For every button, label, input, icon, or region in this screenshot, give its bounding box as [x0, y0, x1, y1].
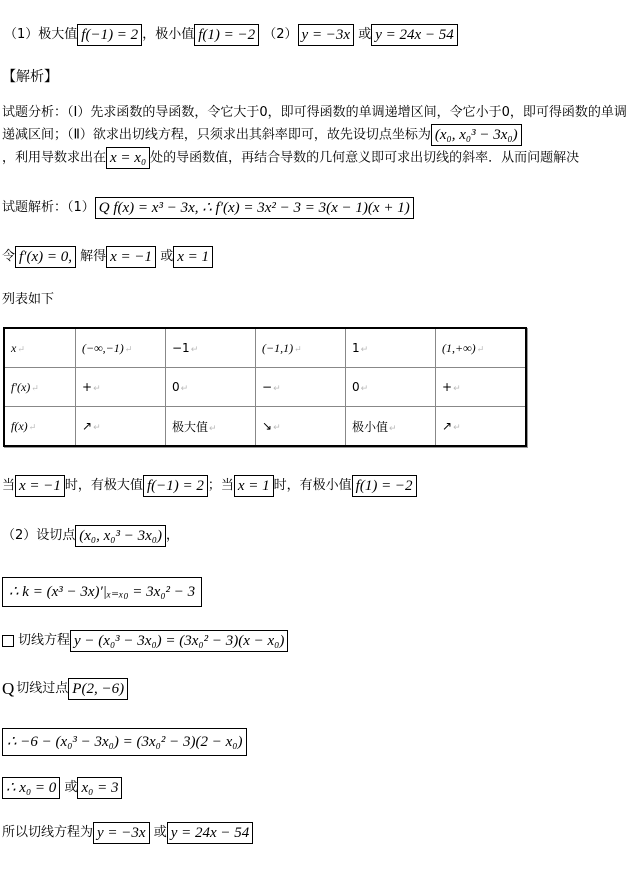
answer-tangent-1: y = −3x	[298, 24, 355, 46]
substitution-equation: ∴ −6 − (x₀³ − 3x₀) = (3x₀² − 3)(2 − x₀)	[2, 728, 247, 756]
answer-part2-label: （2）	[263, 27, 298, 42]
conclusion-text: 时，有极大值	[64, 478, 143, 493]
set-derivative-zero: f′(x) = 0,	[15, 246, 76, 268]
conclusion-text: ；当	[207, 478, 234, 493]
through-label: 切线过点	[16, 681, 69, 696]
table-cell: 极小值↵	[346, 407, 436, 447]
table-cell: f′(x)↵	[4, 368, 76, 407]
table-cell: f(x)↵	[4, 407, 76, 447]
root-or: 或	[160, 249, 174, 264]
final-tangent-2: y = 24x − 54	[167, 822, 254, 844]
conclusion-text: 当	[2, 478, 16, 493]
part2-label: （2）设切点	[2, 528, 76, 543]
final-or: 或	[153, 825, 167, 840]
table-intro: 列表如下	[2, 292, 55, 307]
decreasing-arrow-icon: ↘↵	[256, 407, 346, 447]
solution-line-2	[2, 246, 213, 268]
analysis-at-x0: x = x₀	[106, 147, 150, 169]
table-cell: 1↵	[346, 328, 436, 368]
solution-x0-three: x₀ = 3	[77, 777, 122, 799]
because-symbol-icon	[2, 635, 14, 647]
final-answer-line	[2, 822, 253, 844]
solution-line-1	[2, 197, 414, 219]
root-1: x = −1	[106, 246, 156, 268]
conclusion-max-value: f(−1) = 2	[143, 475, 208, 497]
table-cell: (−∞,−1)↵	[76, 328, 166, 368]
table-cell: 0↵	[166, 368, 256, 407]
slope-formula: ∴ k = (x³ − 3x)′|ₓ₌ₓ₀ = 3x₀² − 3	[2, 577, 202, 607]
table-cell: (−1,1)↵	[256, 328, 346, 368]
answer-tangent-2: y = 24x − 54	[371, 24, 458, 46]
substitution-line	[2, 728, 247, 756]
solutions-or: 或	[64, 780, 78, 795]
through-point-line	[2, 678, 128, 700]
increasing-arrow-icon: ↗↵	[76, 407, 166, 447]
answer-min-formula: f(1) = −2	[194, 24, 259, 46]
answer-part1-label: （1）极大值	[4, 27, 78, 42]
derivative-formula: Q f(x) = x³ − 3x, ∴ f′(x) = 3x² − 3 = 3(x − 1)(x + 1)	[95, 197, 414, 219]
final-tangent-1: y = −3x	[93, 822, 150, 844]
root-2: x = 1	[173, 246, 213, 268]
table-cell: −1↵	[166, 328, 256, 368]
through-point: P(2, −6)	[68, 678, 128, 700]
answer-mid-label: ，极小值	[142, 27, 195, 42]
table-row-function	[4, 407, 526, 447]
table-row-x	[4, 328, 526, 368]
part2-tangent-point-line	[2, 525, 179, 547]
solution-x0-zero: ∴ x₀ = 0	[2, 777, 60, 799]
since-symbol-icon: Q	[2, 679, 15, 698]
table-cell: +↵	[76, 368, 166, 407]
analysis-text-1: 试题分析：（Ⅰ）先求函数的导函数，令它大于0，即可得函数的单调递增区间，令它小于0，即可得函数的单调递减区间；（Ⅱ）欲求出切线方程，只须求出其斜率即可，故先设切点坐标为	[2, 105, 627, 143]
conclusion-min-value: f(1) = −2	[352, 475, 417, 497]
solution-label: 试题解析：（1）	[2, 200, 95, 215]
answer-or: 或	[358, 27, 372, 42]
solve-label: 解得	[80, 249, 107, 264]
final-label: 所以切线方程为	[2, 825, 94, 840]
tangent-equation: y − (x₀³ − 3x₀) = (3x₀² − 3)(x − x₀)	[70, 630, 288, 652]
analysis-paragraph	[2, 102, 628, 169]
tangent-equation-line	[2, 630, 288, 652]
conclusion-x-min: x = 1	[234, 475, 274, 497]
set-label: 令	[2, 249, 16, 264]
sign-table	[3, 327, 527, 447]
table-cell: −↵	[256, 368, 346, 407]
part2-tangent-point: (x₀, x₀³ − 3x₀)	[75, 525, 166, 547]
conclusion-x-max: x = −1	[15, 475, 65, 497]
table-cell: (1,+∞)↵	[436, 328, 527, 368]
table-cell: 极大值↵	[166, 407, 256, 447]
analysis-text-3: 处的导函数值，再结合导数的几何意义即可求出切线的斜率．从而问题解决	[150, 150, 580, 165]
answer-line	[4, 24, 458, 46]
table-cell: +↵	[436, 368, 527, 407]
table-row-derivative	[4, 368, 526, 407]
analysis-tangent-point: (x₀, x₀³ − 3x₀)	[431, 124, 522, 146]
tangent-label: 切线方程	[18, 633, 71, 648]
analysis-text-2: ，利用导数求出在	[2, 150, 107, 165]
extrema-conclusion	[2, 475, 417, 497]
conclusion-text: 时，有极小值	[273, 478, 352, 493]
part2-comma: ，	[166, 528, 180, 543]
slope-line	[2, 577, 202, 607]
answer-max-formula: f(−1) = 2	[77, 24, 142, 46]
table-cell: 0↵	[346, 368, 436, 407]
analysis-heading: 【解析】	[2, 69, 58, 85]
table-cell: x↵	[4, 328, 76, 368]
solutions-line	[2, 777, 122, 799]
increasing-arrow-icon: ↗↵	[436, 407, 527, 447]
